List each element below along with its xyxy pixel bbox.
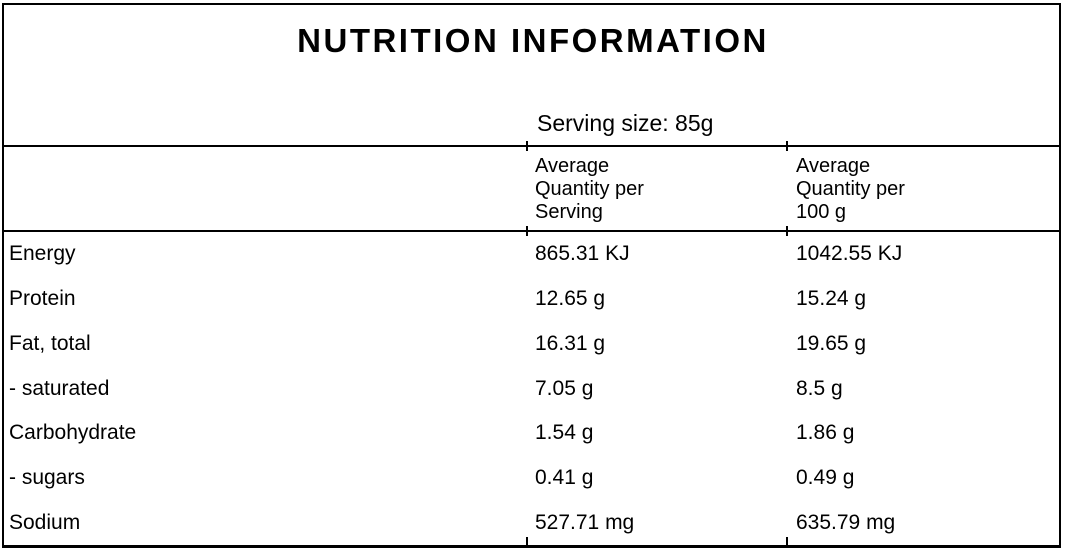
value-per-100g: 8.5 g — [796, 376, 843, 400]
value-per-serving: 0.41 g — [535, 465, 594, 489]
value-per-100g: 15.24 g — [796, 287, 867, 311]
column-divider-tick — [526, 141, 528, 151]
value-per-serving: 16.31 g — [535, 331, 606, 355]
value-per-serving: 865.31 KJ — [535, 242, 630, 266]
header-line: Serving — [535, 201, 603, 223]
table-row-energy — [4, 232, 1063, 277]
value-per-serving: 12.65 g — [535, 287, 606, 311]
table-row-fat-total — [4, 321, 1063, 366]
nutrient-table — [4, 232, 1063, 545]
value-per-100g: 1042.55 KJ — [796, 242, 903, 266]
header-line: Quantity per — [796, 178, 905, 200]
value-per-100g: 1.86 g — [796, 421, 855, 445]
nutrient-label: Carbohydrate — [9, 421, 137, 445]
page-title: NUTRITION INFORMATION — [297, 22, 769, 59]
column-divider-tick — [786, 141, 788, 151]
serving-size-label: Serving size: 85g — [537, 110, 714, 136]
column-header-per-100g — [796, 155, 905, 224]
header-line: 100 g — [796, 201, 847, 223]
serving-row-divider — [4, 145, 1059, 147]
nutrient-label: Fat, total — [9, 331, 91, 355]
header-line: Average — [796, 155, 871, 177]
nutrient-label: Energy — [9, 242, 76, 266]
table-row-carbohydrate — [4, 411, 1063, 456]
value-per-100g: 635.79 mg — [796, 510, 896, 534]
table-row-sodium — [4, 500, 1063, 545]
value-per-serving: 7.05 g — [535, 376, 594, 400]
nutrient-label: - saturated — [9, 376, 110, 400]
table-row-sugars — [4, 456, 1063, 501]
nutrient-label: Protein — [9, 287, 76, 311]
value-per-100g: 0.49 g — [796, 465, 855, 489]
table-row-saturated — [4, 366, 1063, 411]
header-line: Quantity per — [535, 178, 644, 200]
value-per-100g: 19.65 g — [796, 331, 867, 355]
value-per-serving: 1.54 g — [535, 421, 594, 445]
header-line: Average — [535, 155, 610, 177]
column-header-per-serving — [535, 155, 644, 224]
table-row-protein — [4, 277, 1063, 322]
value-per-serving: 527.71 mg — [535, 510, 635, 534]
nutrient-label: - sugars — [9, 465, 85, 489]
nutrient-label: Sodium — [9, 510, 81, 534]
